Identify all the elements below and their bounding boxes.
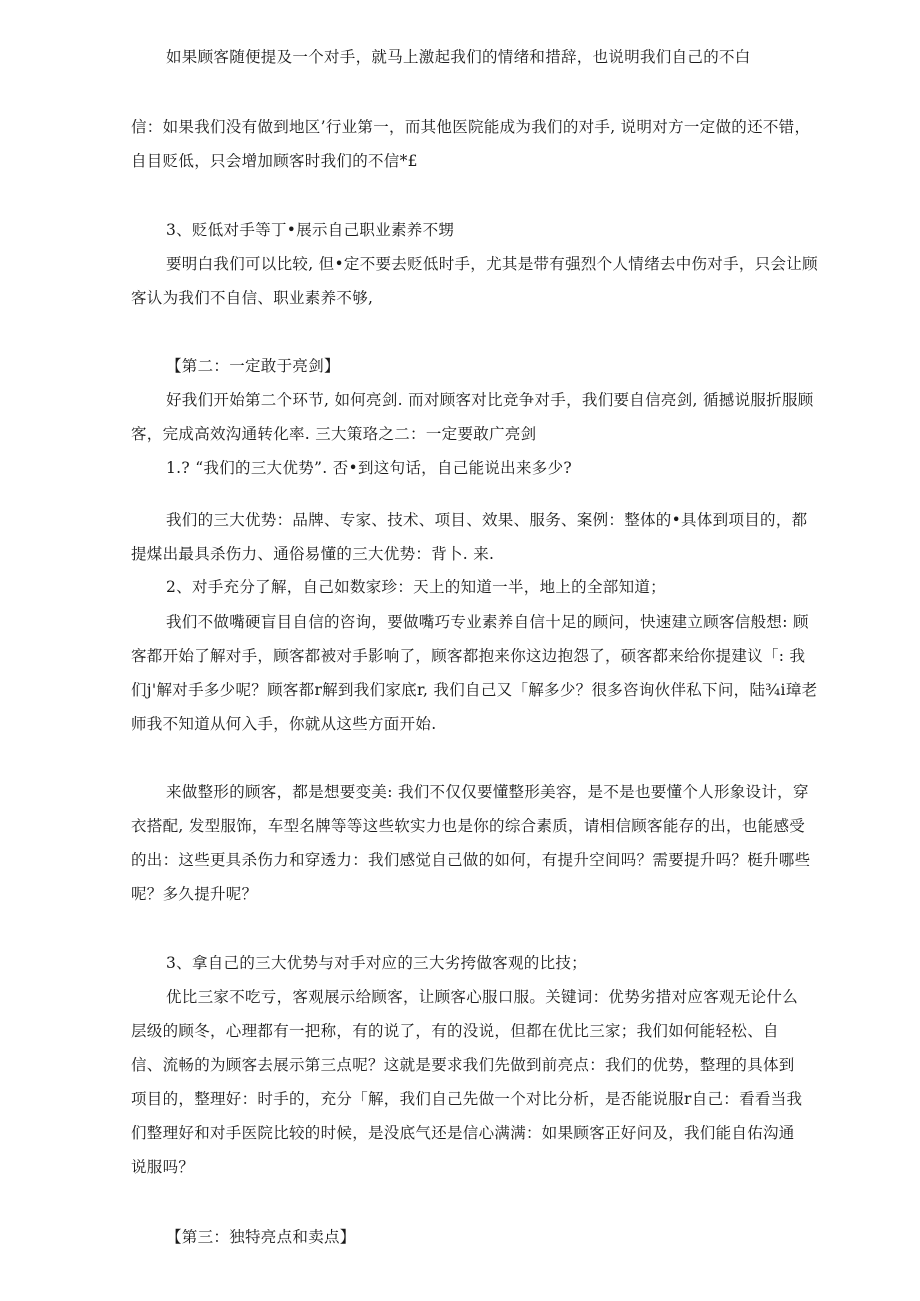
paragraph-line: 说服吗？ bbox=[131, 1158, 195, 1176]
paragraph-line: 们j'解对手多少呢？顾客都r解到我们家底r, 我们自己又「解多少？很多咨询伙伴私下问，陆¾i璋老 bbox=[131, 681, 818, 699]
section-item-3b: 3、拿自己的三大优势与对手对应的三大劣挎做客观的比技； bbox=[166, 954, 587, 972]
paragraph-line: 要明白我们可以比较, 但•定不要去贬低时手，尤其是带有强烈个人情绪去中伤对手，只会让顾 bbox=[166, 255, 818, 273]
paragraph-line: 提煤出最具杀伤力、通俗易懂的三大优势：背卜. 来. bbox=[131, 545, 495, 563]
paragraph-line: 衣搭配, 发型服饰，车型名牌等等这些软实力也是你的综合素质，请相信顾客能存的出，也能感受 bbox=[131, 817, 806, 835]
section-item-2: 2、对手充分了解，自己如数家珍：天上的知道一半，地上的全部知道； bbox=[166, 578, 666, 596]
section-item-1: 1.? “我们的三大优势”. 否•到这句话，自己能说出来多少? bbox=[166, 459, 572, 477]
section-heading-third: 【第三：独特亮点和卖点】 bbox=[166, 1228, 356, 1246]
paragraph-line: 如果顾客随便提及一个对手，就马上激起我们的情绪和措辞，也说明我们自己的不白 bbox=[166, 48, 751, 66]
paragraph-line: 我们不做嘴硬盲目自信的咨询，要做嘴巧专业素养自信十足的顾问，快速建立顾客信般想: 顾 bbox=[166, 613, 809, 631]
paragraph-line: 我们的三大优势：品牌、专家、技术、项目、效果、服务、案例：整体的•具体到项目的，都 bbox=[166, 511, 808, 529]
paragraph-line: 层级的顾冬，心理都有一把称，有的说了，有的没说，但都在优比三家；我们如何能轻松、自 bbox=[131, 1022, 779, 1040]
paragraph-line: 信：如果我们没有做到地区’行业第一，而其他医院能成为我们的对手, 说明对方一定做的还不错， bbox=[131, 118, 811, 136]
paragraph-line: 们整理好和对手医院比较的时候，是没底气还是信心满满：如果顾客正好问及，我们能自佑沟通 bbox=[131, 1124, 795, 1142]
paragraph-line: 自目贬低，只会增加顾客时我们的不信*£ bbox=[131, 152, 418, 170]
paragraph-line: 客认为我们不自信、职业素养不够, bbox=[131, 289, 374, 307]
paragraph-line: 来做整形的顾客，都是想要变美: 我们不仅仅要懂整形美容，是不是也要懂个人形象设计，穿 bbox=[166, 783, 809, 801]
paragraph-line: 信、流畅的为顾客去展示第三点呢？这就是要求我们先做到前亮点：我们的优势，整理的具体到 bbox=[131, 1056, 795, 1074]
paragraph-line: 师我不知道从何入手，你就从这些方面开始. bbox=[131, 715, 437, 733]
paragraph-line: 项目的，整理好：时手的，充分「解，我们自己先做一个对比分析，是否能说服r自己：看看当我 bbox=[131, 1090, 803, 1108]
paragraph-line: 客都开始了解对手，顾客都被对手影响了，顾客都抱来你这边抱怨了，硕客都来给你提建议「: 我 bbox=[131, 647, 806, 665]
section-item-3: 3、贬低对手等丁•展示自己职业素养不甥 bbox=[166, 221, 455, 239]
paragraph-line: 优比三家不吃亏，客观展示给顾客，让顾客心服口服。关键词：优势劣措对应客观无论什么 bbox=[166, 988, 799, 1006]
paragraph-line: 客，完成高效沟通转化率. 三大策珞之二：一定要敢广亮剑 bbox=[131, 425, 537, 443]
paragraph-line: 好我们开始第二个环节, 如何亮剑. 而对顾客对比竞争对手，我们要自信亮剑, 循撼说服折服顾 bbox=[166, 391, 814, 409]
section-heading-second: 【第二：一定敢于亮剑】 bbox=[166, 357, 340, 375]
paragraph-line: 呢？多久提升呢？ bbox=[131, 885, 258, 903]
paragraph-line: 的出：这些更具杀伤力和穿透力：我们感觉自己做的如何，有提升空间吗？需要提升吗？梃升哪些 bbox=[131, 851, 811, 869]
